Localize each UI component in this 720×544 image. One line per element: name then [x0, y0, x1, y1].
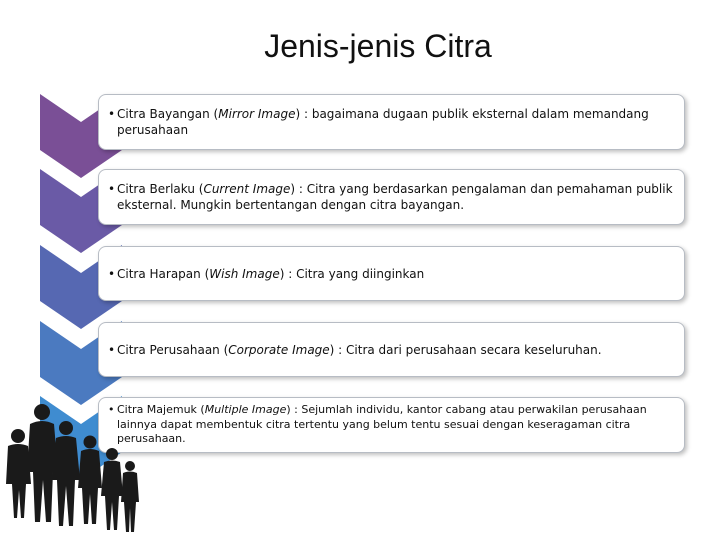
list-item-mirror-image: [98, 94, 685, 150]
item-lead: Citra Harapan (: [117, 266, 210, 281]
item-rest: ) : Citra dari perusahaan secara keseluruhan.: [329, 342, 602, 357]
item-lead: Citra Perusahaan (: [117, 342, 229, 357]
list-item-text: [107, 181, 674, 213]
bullet-icon: •: [108, 107, 116, 121]
item-rest: ) : bagaimana dugaan publik eksternal dalam memandang perusahaan: [117, 107, 649, 137]
bullet-icon: •: [108, 342, 116, 357]
list-item-multiple-image: [98, 397, 685, 453]
item-term: Multiple Image: [204, 403, 287, 417]
bullet-icon: •: [108, 403, 115, 417]
item-rest: ) : Sejumlah individu, kantor cabang atau perwakilan perusahaan lainnya dapat membentuk citra tertentu yang belum tentu sesuai dengan keseragaman citra perusahaan.: [117, 403, 647, 446]
list-item-text: [107, 106, 674, 138]
item-term: Current Image: [203, 182, 291, 196]
list-item-text: [107, 266, 424, 282]
list-item-wish-image: [98, 246, 685, 301]
list-item-corporate-image: [98, 322, 685, 377]
list-item-text: [107, 403, 674, 447]
item-rest: ) : Citra yang berdasarkan pengalaman dan pemahaman publik eksternal. Mungkin bertentangan dengan citra bayangan.: [117, 182, 673, 212]
item-lead: Citra Majemuk (: [117, 403, 205, 417]
silhouette-figures: [6, 404, 139, 532]
silhouette-group: [0, 398, 140, 540]
item-term: Corporate Image: [228, 342, 330, 357]
bullet-icon: •: [108, 182, 116, 196]
bullet-icon: •: [108, 266, 116, 281]
item-term: Mirror Image: [218, 107, 296, 121]
list-item-text: [107, 342, 602, 358]
item-lead: Citra Berlaku (: [117, 182, 204, 196]
item-lead: Citra Bayangan (: [117, 107, 219, 121]
item-rest: ) : Citra yang diinginkan: [279, 266, 425, 281]
business-people-silhouette-icon: [0, 398, 140, 540]
item-term: Wish Image: [209, 266, 280, 281]
page-title: Jenis-jenis Citra: [264, 28, 492, 64]
list-item-current-image: [98, 169, 685, 225]
